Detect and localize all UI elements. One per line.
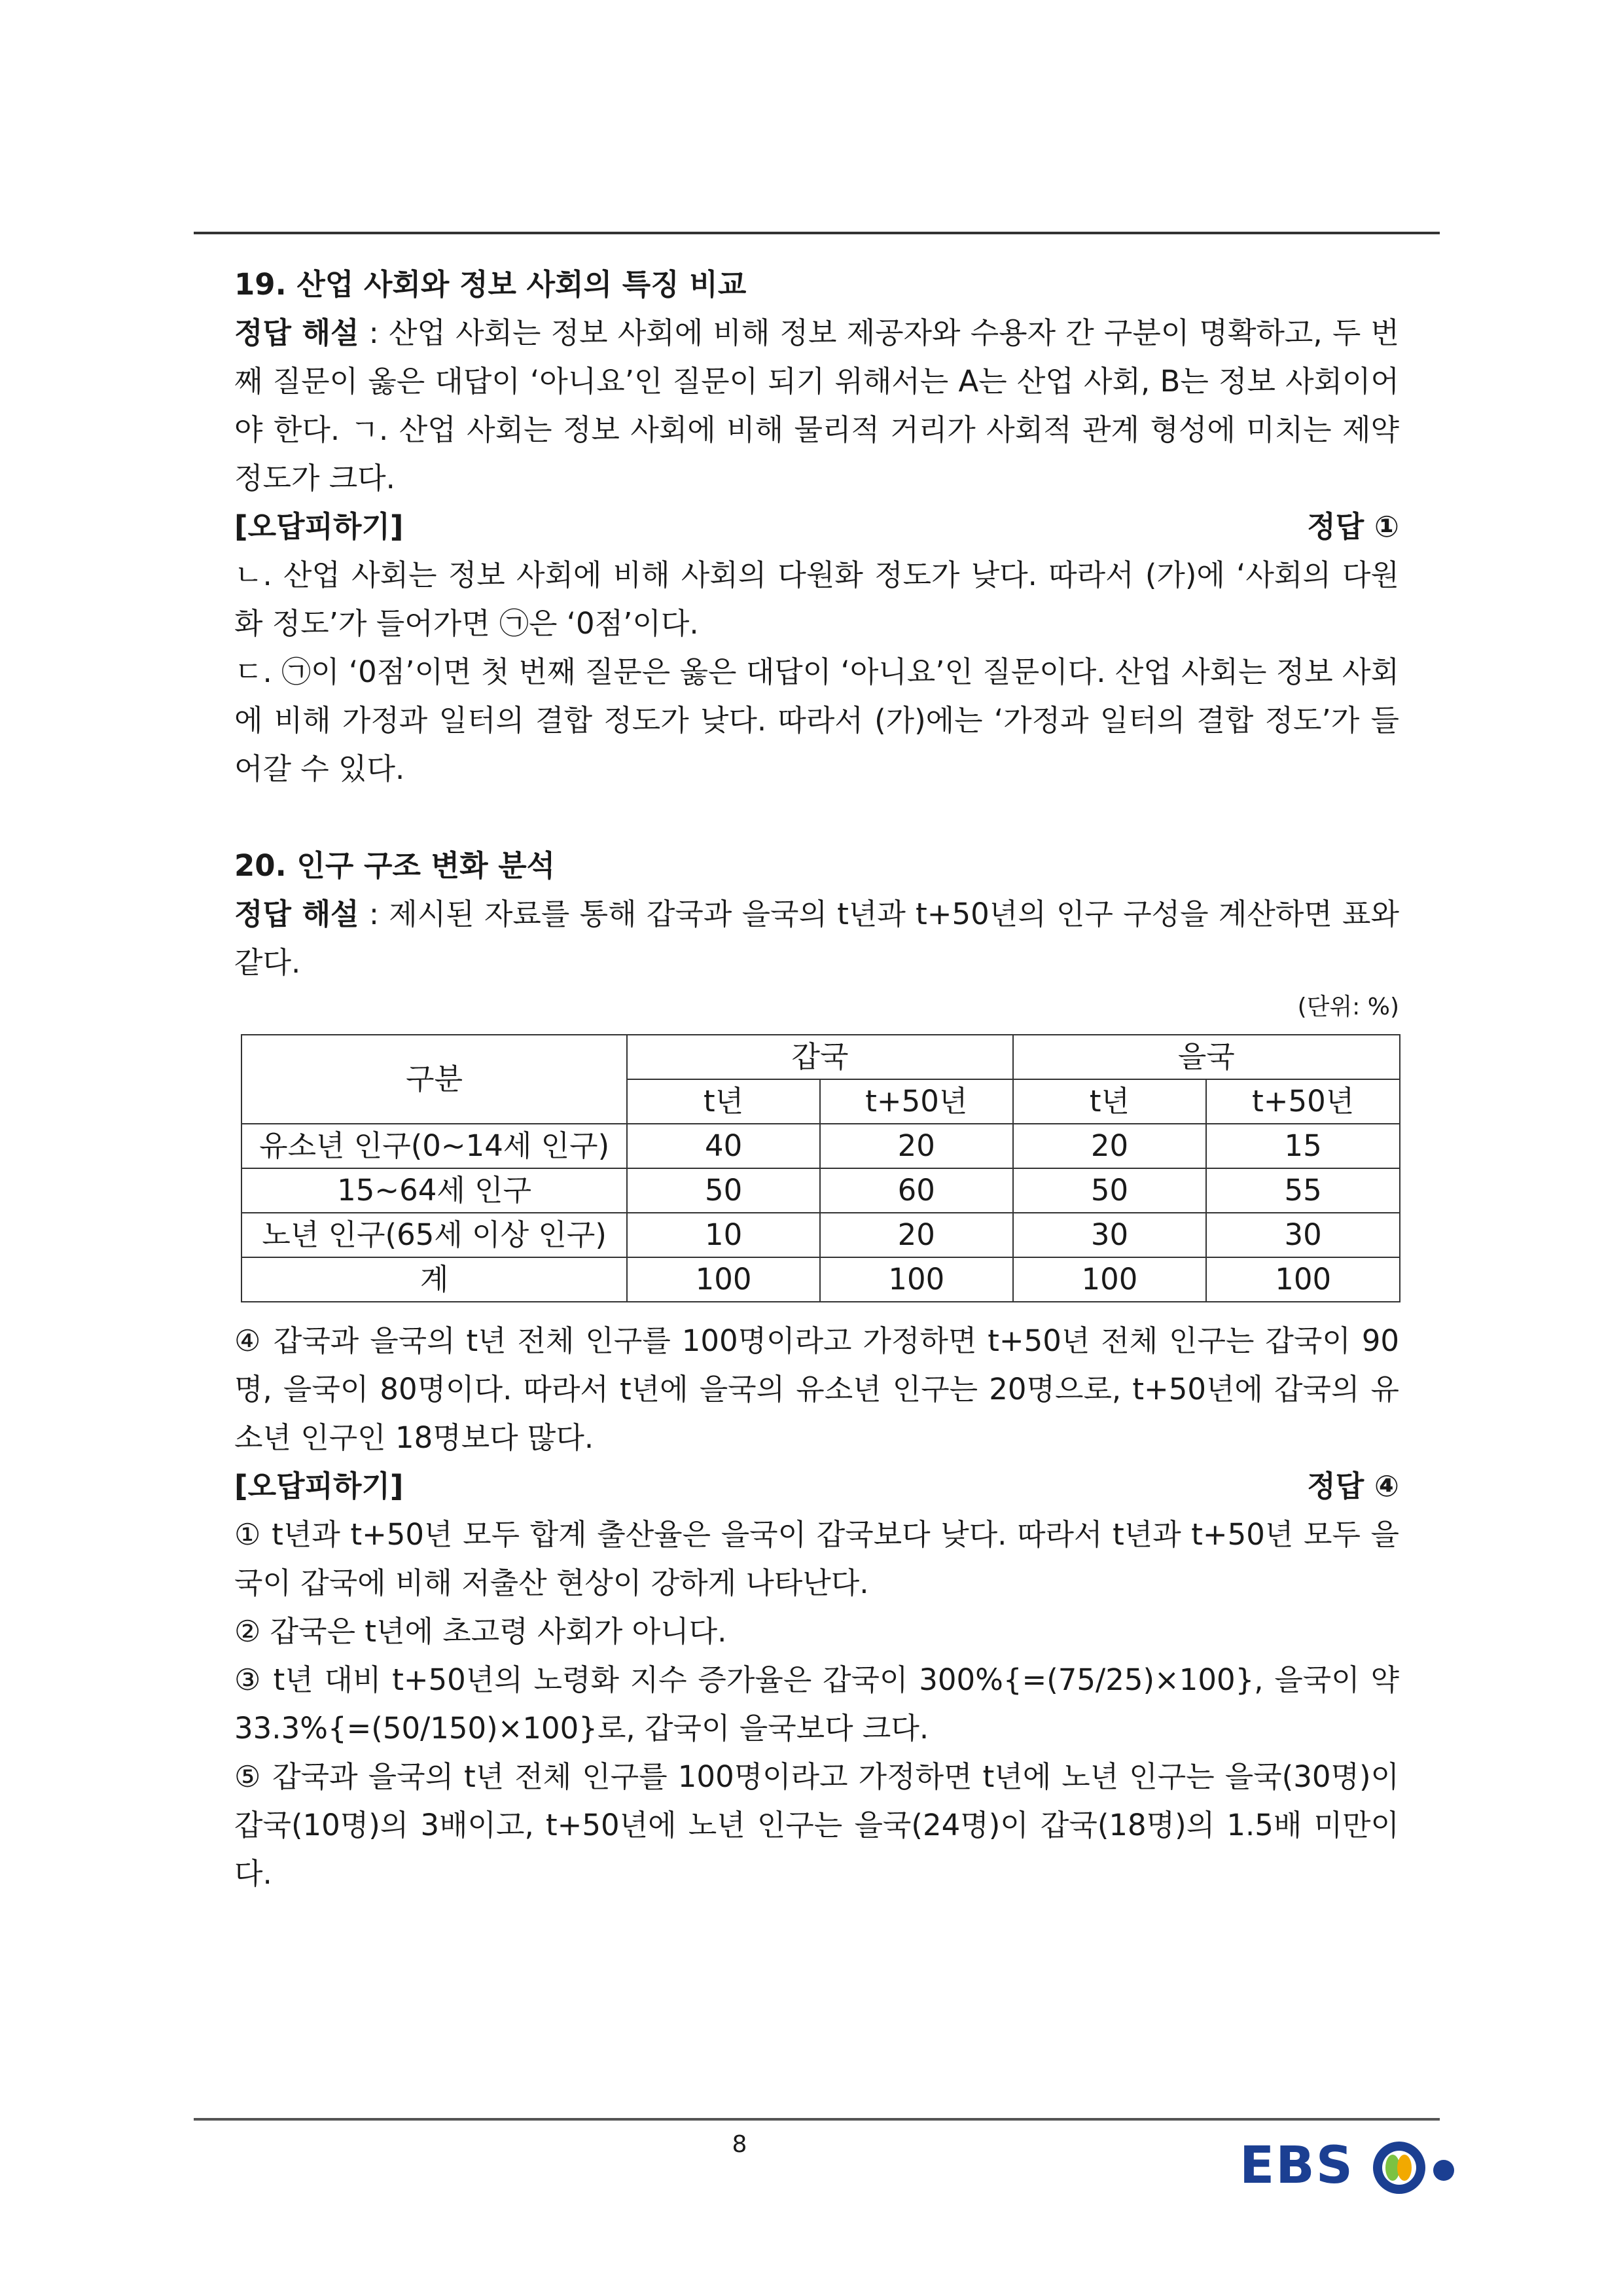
table-cell: 50 (1013, 1168, 1207, 1213)
q19-wrong-item: ㄷ. ㉠이 ‘0점’이면 첫 번째 질문은 옳은 대답이 ‘아니요’인 질문이다. 산업 사회는 정보 사회에 비해 가정과 일터의 결합 정도가 낮다. 따라서 (가)에는 ‘가정과 일터의 결합 정도’가 들어갈 수 있다. (234, 655, 1399, 786)
q19-wrong-item: ㄴ. 산업 사회는 정보 사회에 비해 사회의 다원화 정도가 낮다. 따라서 (가)에 ‘사회의 다원화 정도’가 들어가면 ㉠은 ‘0점’이다. (234, 558, 1399, 641)
table-cell: 30 (1206, 1213, 1400, 1257)
unit-label: (단위: %) (1297, 994, 1399, 1020)
table-cell: 55 (1206, 1168, 1400, 1213)
q20-wrong-heading: [오답피하기] (234, 1469, 404, 1503)
q20-answer-label: 정답 해설 (234, 897, 359, 931)
table-row-label: 계 (241, 1257, 627, 1302)
q19-title: 19. 산업 사회와 정보 사회의 특징 비교 (234, 267, 747, 302)
q20-after-table: ④ 갑국과 을국의 t년 전체 인구를 100명이라고 가정하면 t+50년 전체 인구는 갑국이 90명, 을국이 80명이다. 따라서 t년에 을국의 유소년 인구는 20명으로, t+50년에 갑국의 유소년 인구인 18명보다 많다. (234, 1323, 1399, 1455)
table-year-cell: t년 (627, 1079, 820, 1124)
table-cell: 100 (1206, 1257, 1400, 1302)
table-cell: 100 (627, 1257, 820, 1302)
q19-wrong-heading: [오답피하기] (234, 509, 404, 544)
q19-explanation (234, 309, 1399, 503)
table-row (241, 1257, 1400, 1302)
table-header-label: 구분 (241, 1035, 627, 1124)
table-cell: 40 (627, 1124, 820, 1168)
table-row-label: 노년 인구(65세 이상 인구) (241, 1213, 627, 1257)
section-gap (234, 793, 1399, 842)
table-cell: 100 (820, 1257, 1013, 1302)
table-row (241, 1124, 1400, 1168)
q20-wrong-item: ③ t년 대비 t+50년의 노령화 지수 증가율은 갑국이 300%{=(75/25)×100}, 을국이 약 33.3%{=(50/150)×100}로, 갑국이 을국보다 크다. (234, 1662, 1399, 1746)
q20-answer: 정답 ④ (1307, 1469, 1399, 1503)
document-body (234, 260, 1399, 1898)
header-rule (194, 232, 1440, 234)
table-row-label: 15~64세 인구 (241, 1168, 627, 1213)
table-year-cell: t+50년 (820, 1079, 1013, 1124)
table-cell: 20 (820, 1124, 1013, 1168)
q19-answer-label: 정답 해설 (234, 315, 359, 350)
table-year-cell: t년 (1013, 1079, 1207, 1124)
q20-wrong-item: ① t년과 t+50년 모두 합계 출산율은 을국이 갑국보다 낮다. 따라서 t년과 t+50년 모두 을국이 갑국에 비해 저출산 현상이 강하게 나타난다. (234, 1517, 1399, 1600)
q20-title: 20. 인구 구조 변화 분석 (234, 848, 556, 883)
table-cell: 20 (1013, 1124, 1207, 1168)
table-header-country-b: 을국 (1013, 1035, 1400, 1079)
table-header-country-a: 갑국 (627, 1035, 1012, 1079)
ebs-logo-mark-icon (1368, 2135, 1462, 2200)
table-row (241, 1213, 1400, 1257)
table-cell: 20 (820, 1213, 1013, 1257)
table-cell: 60 (820, 1168, 1013, 1213)
ebs-logo (1240, 2121, 1462, 2206)
q20-wrong-item: ⑤ 갑국과 을국의 t년 전체 인구를 100명이라고 가정하면 t년에 노년 인구는 을국(30명)이 갑국(10명)의 3배이고, t+50년에 노년 인구는 을국(24명)이 갑국(18명)의 1.5배 미만이다. (234, 1759, 1399, 1891)
table-cell: 30 (1013, 1213, 1207, 1257)
table-header-row (241, 1035, 1400, 1079)
q19-answer: 정답 ① (1307, 509, 1399, 544)
table-cell: 100 (1013, 1257, 1207, 1302)
q19-explanation-text: : 산업 사회는 정보 사회에 비해 정보 제공자와 수용자 간 구분이 명확하고, 두 번째 질문이 옳은 대답이 ‘아니요’인 질문이 되기 위해서는 A는 산업 사회, B는 정보 사회이어야 한다. ㄱ. 산업 사회는 정보 사회에 비해 물리적 거리가 사회적 관계 형성에 미치는 제약 정도가 크다. (234, 315, 1400, 495)
table-row-label: 유소년 인구(0~14세 인구) (241, 1124, 627, 1168)
population-table (241, 1034, 1400, 1302)
table-year-cell: t+50년 (1206, 1079, 1400, 1124)
table-cell: 10 (627, 1213, 820, 1257)
page-number: 8 (732, 2131, 747, 2158)
table-cell: 50 (627, 1168, 820, 1213)
q20-explanation (234, 890, 1399, 987)
table-cell: 15 (1206, 1124, 1400, 1168)
q20-explanation-text: : 제시된 자료를 통해 갑국과 을국의 t년과 t+50년의 인구 구성을 계산하면 표와 같다. (234, 897, 1399, 980)
q20-wrong-item: ② 갑국은 t년에 초고령 사회가 아니다. (234, 1614, 727, 1649)
table-row (241, 1168, 1400, 1213)
ebs-logo-text: EBS (1240, 2136, 1354, 2195)
